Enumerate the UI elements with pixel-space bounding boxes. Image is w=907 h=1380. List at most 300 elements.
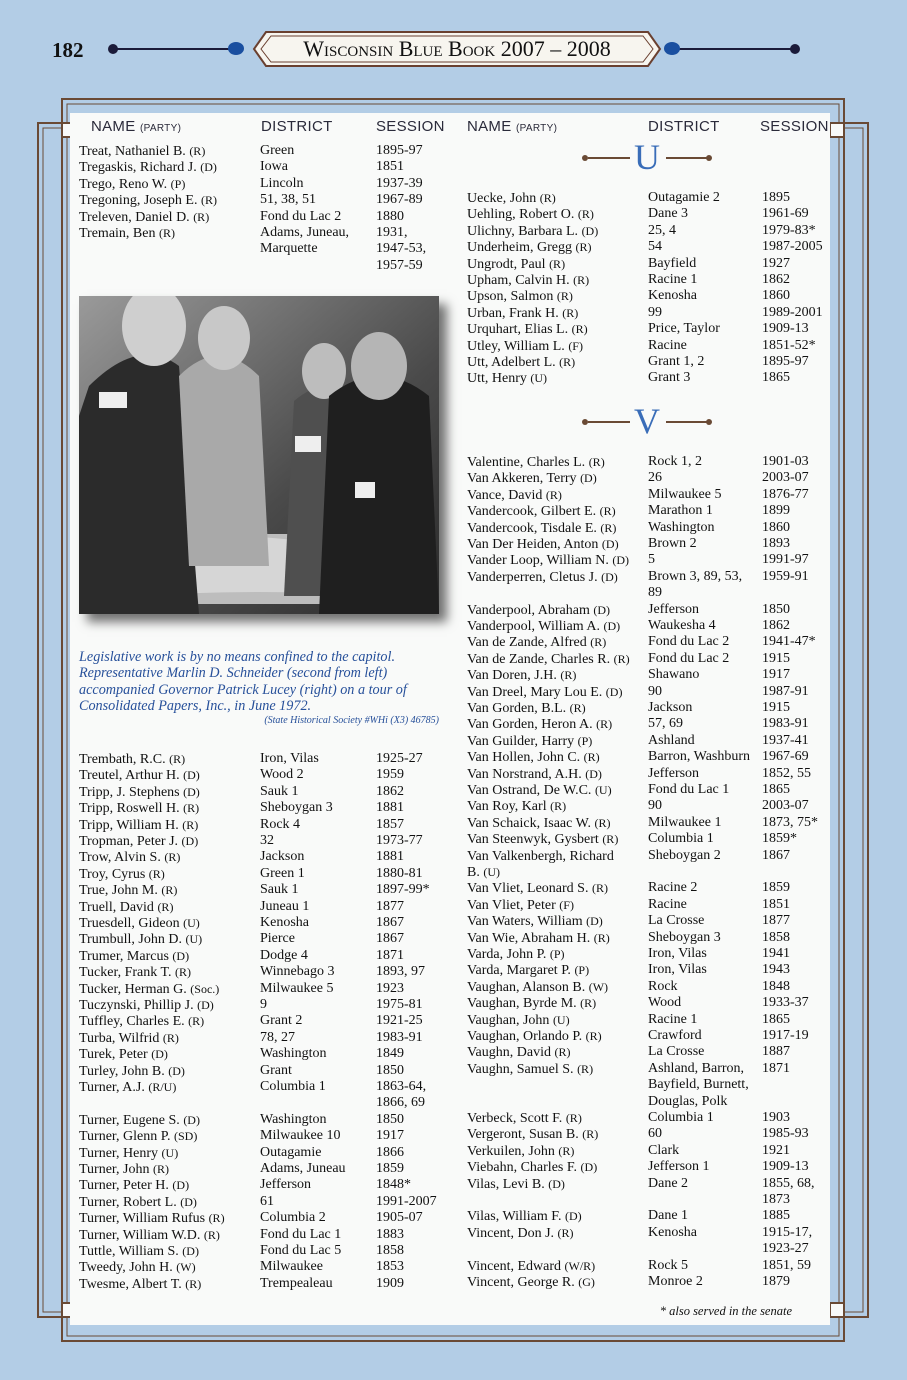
member-name-text: Treat, Nathaniel B. bbox=[79, 144, 186, 159]
member-district: La Crosse bbox=[648, 1044, 705, 1060]
table-row bbox=[467, 288, 842, 304]
member-session: 1880 bbox=[376, 208, 404, 224]
table-row bbox=[79, 192, 456, 208]
member-name bbox=[467, 979, 608, 996]
member-name bbox=[79, 915, 200, 932]
member-district: 60 bbox=[648, 1126, 662, 1142]
table-row bbox=[79, 1194, 456, 1210]
table-row bbox=[79, 931, 456, 947]
member-session: 1855, 68, bbox=[762, 1175, 815, 1191]
table-row bbox=[79, 899, 456, 915]
member-party: (R) bbox=[565, 1111, 582, 1125]
member-name-text: Van Steenwyk, Gysbert bbox=[467, 832, 599, 848]
table-row bbox=[467, 1143, 842, 1159]
member-name bbox=[467, 798, 566, 815]
member-party: (R) bbox=[188, 1014, 205, 1029]
member-party: (R) bbox=[602, 832, 619, 847]
member-district: Sheboygan 2 bbox=[648, 847, 721, 863]
member-name bbox=[467, 288, 573, 305]
member-party: (R) bbox=[157, 899, 174, 914]
member-party: (R) bbox=[189, 144, 206, 158]
member-session: 1881 bbox=[376, 800, 404, 816]
ornament-v-right bbox=[666, 421, 708, 423]
member-session: 1865 bbox=[762, 1011, 790, 1027]
member-district: Kenosha bbox=[648, 288, 697, 304]
member-name bbox=[79, 1112, 200, 1129]
member-name-text: Utt, Henry bbox=[467, 371, 527, 387]
member-session: 1871 bbox=[376, 947, 404, 963]
member-session: 1848 bbox=[762, 978, 790, 994]
member-party: (R) bbox=[573, 273, 590, 287]
member-district: Dane 1 bbox=[648, 1208, 689, 1224]
member-district: Washington bbox=[260, 1111, 327, 1127]
member-party: (U) bbox=[161, 1145, 179, 1160]
member-name-text: Tripp, J. Stephens bbox=[79, 784, 180, 800]
member-district: Brown 3, 89, 53, bbox=[648, 568, 743, 584]
member-district: Columbia 1 bbox=[648, 1110, 714, 1125]
member-name-text: Valentine, Charles L. bbox=[467, 455, 586, 470]
member-session: 1897-99* bbox=[376, 882, 430, 898]
member-name bbox=[467, 536, 619, 553]
member-name-text: Van Dreel, Mary Lou E. bbox=[467, 684, 603, 700]
left-name-header: NAME (PARTY) bbox=[91, 118, 182, 135]
member-session: 1923 bbox=[376, 980, 404, 996]
member-district: Marquette bbox=[260, 241, 318, 257]
photo-caption: Legislative work is by no means confined to the capitol. Representative Marlin D. Schneider (second from left) accompanied Governor Patrick Lucey (right) on a tour of Consolidated Papers, Inc., in June 1972. bbox=[79, 649, 407, 714]
table-row bbox=[467, 1176, 842, 1192]
member-name bbox=[79, 1194, 197, 1211]
member-session: 1987-2005 bbox=[762, 239, 823, 255]
member-session: 1877 bbox=[762, 913, 790, 929]
member-name bbox=[467, 634, 606, 651]
table-row bbox=[79, 849, 456, 865]
member-district: Fond du Lac 2 bbox=[648, 634, 730, 650]
member-party: (D) bbox=[586, 914, 603, 929]
table-row bbox=[79, 800, 456, 816]
member-session: 1917-19 bbox=[762, 1028, 809, 1043]
member-name bbox=[467, 618, 620, 635]
table-row bbox=[79, 767, 456, 783]
member-name bbox=[467, 700, 586, 717]
member-name-text: Turner, Henry bbox=[79, 1145, 159, 1161]
member-party: (R) bbox=[169, 752, 186, 766]
member-district: Green bbox=[260, 143, 295, 158]
member-district: Outagamie bbox=[260, 1144, 322, 1160]
member-district: Kenosha bbox=[260, 915, 309, 930]
member-name bbox=[79, 866, 165, 883]
table-row bbox=[467, 716, 842, 732]
table-row bbox=[467, 684, 842, 700]
member-name bbox=[467, 766, 602, 783]
member-party: (R) bbox=[161, 883, 178, 898]
member-party: (D) bbox=[182, 1244, 199, 1258]
table-row bbox=[467, 321, 842, 337]
member-name-text: Treutel, Arthur H. bbox=[79, 768, 180, 784]
member-name-text: Trumbull, John D. bbox=[79, 932, 182, 948]
member-district: Dane 3 bbox=[648, 206, 689, 222]
table-row bbox=[467, 897, 842, 913]
member-name bbox=[467, 569, 618, 586]
member-party: (D) bbox=[181, 834, 199, 848]
table-row bbox=[467, 536, 842, 552]
member-party: (P) bbox=[549, 947, 565, 961]
member-name-text: Turner, A.J. bbox=[79, 1080, 145, 1095]
member-name-text: Urban, Frank H. bbox=[467, 305, 559, 321]
table-row bbox=[79, 1013, 456, 1029]
member-name bbox=[467, 962, 589, 979]
member-name bbox=[79, 1145, 178, 1162]
member-name bbox=[79, 800, 199, 817]
table-row bbox=[79, 1210, 456, 1226]
member-name bbox=[467, 503, 616, 520]
member-district: Washington bbox=[260, 1046, 327, 1062]
table-row bbox=[79, 1259, 456, 1275]
table-row bbox=[467, 206, 842, 222]
member-district: Crawford bbox=[648, 1028, 702, 1043]
header-rule-left bbox=[112, 48, 240, 50]
member-session: 1879 bbox=[762, 1274, 790, 1289]
member-name bbox=[467, 487, 562, 504]
table-row bbox=[79, 1095, 456, 1111]
table-row bbox=[467, 1258, 842, 1274]
member-district: Douglas, Polk bbox=[648, 1093, 728, 1109]
member-district: Rock 5 bbox=[648, 1257, 689, 1273]
table-row bbox=[467, 848, 842, 864]
member-session: 1959-91 bbox=[762, 568, 809, 584]
member-name bbox=[467, 1028, 602, 1045]
table-row bbox=[467, 831, 842, 847]
table-row bbox=[79, 751, 456, 767]
member-district: 57, 69 bbox=[648, 716, 683, 732]
member-session: 1893 bbox=[762, 536, 790, 551]
member-district: Price, Taylor bbox=[648, 321, 720, 337]
member-district: Fond du Lac 2 bbox=[648, 650, 730, 666]
member-session: 1851 bbox=[376, 159, 404, 175]
member-party: (P) bbox=[577, 733, 593, 748]
member-district: Jefferson 1 bbox=[648, 1159, 710, 1175]
table-row bbox=[467, 338, 842, 354]
member-party: (D) bbox=[612, 553, 630, 568]
member-party: (D) bbox=[603, 619, 621, 633]
member-session: 1885 bbox=[762, 1208, 790, 1224]
member-name bbox=[79, 997, 214, 1014]
member-name-text: Van Norstrand, A.H. bbox=[467, 766, 582, 782]
member-party: (D) bbox=[585, 766, 602, 781]
member-party: (R) bbox=[580, 996, 597, 1011]
member-party: (R) bbox=[558, 1143, 575, 1158]
table-row bbox=[79, 1161, 456, 1177]
member-name bbox=[467, 733, 592, 750]
member-name-text: Vilas, Levi B. bbox=[467, 1176, 545, 1192]
member-name bbox=[79, 833, 198, 850]
member-party: (R) bbox=[569, 701, 586, 715]
member-party: (R) bbox=[585, 1029, 602, 1043]
table-row bbox=[79, 1177, 456, 1193]
table-row bbox=[467, 1208, 842, 1224]
member-party: (D) bbox=[197, 998, 214, 1012]
member-session: 1947-53, bbox=[376, 241, 427, 257]
table-row bbox=[467, 1126, 842, 1142]
table-row bbox=[467, 749, 842, 765]
member-name-text: Turner, William Rufus bbox=[79, 1211, 206, 1227]
member-name bbox=[467, 995, 596, 1012]
member-session: 1961-69 bbox=[762, 206, 809, 222]
member-district: Ashland bbox=[648, 732, 695, 748]
member-district: Jackson bbox=[648, 700, 693, 715]
section-letter-v: V bbox=[634, 401, 660, 441]
member-name-text: Van Ostrand, De W.C. bbox=[467, 783, 592, 798]
member-name-text: Van Der Heiden, Anton bbox=[467, 537, 599, 552]
member-session: 1860 bbox=[762, 519, 790, 535]
table-row bbox=[467, 864, 842, 880]
member-name-text: Van Gorden, B.L. bbox=[467, 701, 567, 716]
member-name bbox=[467, 1208, 582, 1225]
table-row bbox=[467, 962, 842, 978]
table-row bbox=[467, 766, 842, 782]
member-session: 1941-47* bbox=[762, 634, 816, 650]
member-party: (R/U) bbox=[148, 1080, 177, 1094]
member-district: 51, 38, 51 bbox=[260, 192, 316, 208]
member-name-text: Vaughan, Byrde M. bbox=[467, 996, 577, 1012]
table-row bbox=[79, 1079, 456, 1095]
member-district: Iowa bbox=[260, 159, 288, 175]
member-name bbox=[467, 782, 612, 799]
table-row bbox=[79, 225, 456, 241]
member-district: Iron, Vilas bbox=[648, 962, 707, 978]
table-row bbox=[467, 946, 842, 962]
table-row bbox=[79, 997, 456, 1013]
member-name bbox=[79, 1161, 169, 1178]
table-row bbox=[79, 1276, 456, 1292]
member-session: 1850 bbox=[762, 601, 790, 617]
member-district: Racine 2 bbox=[648, 880, 698, 896]
member-district: Fond du Lac 1 bbox=[260, 1226, 342, 1242]
member-name-text: Uehling, Robert O. bbox=[467, 207, 575, 223]
member-district: 32 bbox=[260, 833, 274, 848]
left-session-header: SESSION bbox=[376, 118, 445, 135]
member-party: (R) bbox=[153, 1162, 169, 1176]
member-name bbox=[467, 1044, 571, 1061]
member-district: Wood bbox=[648, 995, 682, 1011]
member-district: Dodge 4 bbox=[260, 947, 308, 963]
member-party: (F) bbox=[568, 338, 583, 353]
member-session: 1915-17, bbox=[762, 1224, 813, 1240]
member-district: 9 bbox=[260, 997, 267, 1012]
member-party: (U) bbox=[530, 371, 548, 386]
table-row bbox=[79, 882, 456, 898]
table-row bbox=[467, 667, 842, 683]
table-row bbox=[467, 552, 842, 568]
member-party: (D) bbox=[548, 1176, 565, 1191]
member-district: Shawano bbox=[648, 667, 700, 683]
member-party: (R) bbox=[185, 1276, 202, 1291]
member-district: Wood 2 bbox=[260, 767, 304, 783]
member-district: Green 1 bbox=[260, 865, 305, 881]
member-session: 1905-07 bbox=[376, 1210, 423, 1226]
table-row bbox=[467, 305, 842, 321]
table-row bbox=[79, 1046, 456, 1062]
member-name-text: Vaughan, John bbox=[467, 1012, 550, 1028]
member-name-text: Vaughn, David bbox=[467, 1045, 551, 1061]
member-name-text: Trego, Reno W. bbox=[79, 176, 168, 192]
member-name bbox=[79, 1128, 197, 1145]
member-name-text: Van Roy, Karl bbox=[467, 799, 547, 815]
member-name bbox=[467, 930, 610, 947]
member-name bbox=[79, 817, 198, 834]
member-district: Grant 2 bbox=[260, 1013, 303, 1029]
member-party: (R) bbox=[175, 965, 192, 980]
member-district: 90 bbox=[648, 683, 662, 699]
member-district: Outagamie 2 bbox=[648, 190, 720, 205]
member-session: 1893, 97 bbox=[376, 964, 425, 980]
member-name bbox=[79, 1079, 176, 1096]
member-session: 1880-81 bbox=[376, 865, 423, 881]
table-row bbox=[79, 948, 456, 964]
member-name-text: Troy, Cyrus bbox=[79, 866, 146, 882]
photo-credit: (State Historical Society #WHi (X3) 46785) bbox=[264, 715, 439, 726]
member-name bbox=[467, 1126, 598, 1143]
member-party: (R) bbox=[575, 240, 592, 255]
member-party: (R) bbox=[162, 1030, 179, 1045]
member-name-text: Utt, Adelbert L. bbox=[467, 355, 556, 370]
member-party: (D) bbox=[183, 784, 200, 799]
table-row bbox=[467, 1012, 842, 1028]
member-name bbox=[467, 321, 588, 338]
member-name-text: Verkuilen, John bbox=[467, 1143, 555, 1159]
member-party: (W) bbox=[588, 979, 609, 994]
member-district: Ashland, Barron, bbox=[648, 1060, 745, 1076]
member-name-text: Vandercook, Gilbert E. bbox=[467, 504, 597, 520]
table-row bbox=[467, 880, 842, 896]
member-session: 1895-97 bbox=[762, 354, 809, 369]
member-district: 89 bbox=[648, 585, 662, 601]
member-party: (D) bbox=[151, 1047, 168, 1062]
member-session: 1921-25 bbox=[376, 1013, 423, 1029]
member-name-text: Vanderpool, Abraham bbox=[467, 602, 590, 618]
member-party: (R) bbox=[582, 1127, 599, 1142]
member-party: (D) bbox=[172, 1178, 190, 1193]
table-row bbox=[79, 1243, 456, 1259]
table-row bbox=[467, 995, 842, 1011]
member-session: 1865 bbox=[762, 782, 790, 797]
member-session: 1848* bbox=[376, 1177, 411, 1193]
member-session: 1941 bbox=[762, 946, 790, 961]
member-name-text: Ungrodt, Paul bbox=[467, 256, 546, 272]
member-name-text: Van de Zande, Charles R. bbox=[467, 651, 611, 667]
table-row bbox=[467, 1077, 842, 1093]
member-session: 1858 bbox=[762, 929, 790, 945]
member-district: 5 bbox=[648, 552, 655, 568]
table-row bbox=[467, 1044, 842, 1060]
member-name-text: Van Wie, Abraham H. bbox=[467, 930, 591, 946]
member-name-text: Vander Loop, William N. bbox=[467, 553, 609, 569]
member-name-text: Van Doren, J.H. bbox=[467, 668, 557, 684]
member-party: (R) bbox=[201, 193, 217, 208]
member-session: 1959 bbox=[376, 767, 404, 783]
member-name-text: Tuczynski, Phillip J. bbox=[79, 998, 194, 1013]
member-district: Bayfield, Burnett, bbox=[648, 1077, 749, 1093]
member-name bbox=[79, 849, 180, 866]
member-party: (R) bbox=[554, 1045, 571, 1060]
member-session: 2003-07 bbox=[762, 470, 809, 486]
member-party: (R) bbox=[593, 930, 610, 945]
member-session: 1957-59 bbox=[376, 257, 423, 273]
member-name-text: Tripp, William H. bbox=[79, 817, 179, 833]
member-name-text: Verbeck, Scott F. bbox=[467, 1111, 563, 1126]
member-district: Lincoln bbox=[260, 175, 304, 191]
member-name bbox=[467, 354, 575, 371]
member-district: Racine bbox=[648, 896, 687, 912]
member-name-text: Tuffley, Charles E. bbox=[79, 1014, 185, 1030]
member-name bbox=[79, 1227, 220, 1244]
member-session: 1857 bbox=[376, 816, 404, 832]
photo-scene bbox=[79, 296, 439, 614]
table-row bbox=[467, 930, 842, 946]
member-party: (R) bbox=[183, 801, 200, 816]
member-name bbox=[467, 946, 565, 963]
member-name bbox=[467, 206, 594, 223]
member-district: 99 bbox=[648, 304, 662, 320]
member-name bbox=[79, 1030, 179, 1047]
table-row bbox=[79, 159, 456, 175]
table-row bbox=[467, 272, 842, 288]
member-party: (R) bbox=[562, 305, 579, 320]
member-district: Rock 1, 2 bbox=[648, 454, 703, 469]
member-name-text: Vaughan, Orlando P. bbox=[467, 1029, 583, 1044]
member-district: Iron, Vilas bbox=[260, 751, 319, 766]
member-session: 1887 bbox=[762, 1044, 790, 1060]
member-name bbox=[467, 223, 598, 240]
header-oval-right bbox=[664, 42, 680, 55]
ornament-dot bbox=[706, 419, 712, 425]
member-name bbox=[467, 848, 614, 865]
member-party: (G) bbox=[578, 1275, 595, 1289]
member-name-text: Van Vliet, Peter bbox=[467, 897, 556, 913]
member-name-text: Vandercook, Tisdale E. bbox=[467, 520, 597, 536]
member-name-text: Turner, Glenn P. bbox=[79, 1129, 171, 1145]
member-name-text: Vaughan, Alanson B. bbox=[467, 979, 586, 995]
table-row bbox=[467, 1225, 842, 1241]
member-name-text: Tremain, Ben bbox=[79, 226, 156, 241]
member-session: 1937-39 bbox=[376, 175, 423, 191]
member-session: 1931, bbox=[376, 225, 408, 240]
table-row bbox=[467, 354, 842, 370]
member-session: 1850 bbox=[376, 1062, 404, 1078]
member-name-text: Varda, Margaret P. bbox=[467, 963, 571, 979]
header-title-frame bbox=[252, 30, 662, 68]
table-row bbox=[467, 370, 842, 386]
member-name-text: Turley, John B. bbox=[79, 1063, 165, 1079]
table-row bbox=[467, 1192, 842, 1208]
member-party: (U) bbox=[183, 916, 200, 930]
member-party: (D) bbox=[581, 223, 599, 238]
member-session: 1933-37 bbox=[762, 995, 809, 1011]
member-session: 1851, 59 bbox=[762, 1257, 811, 1273]
member-session: 1921 bbox=[762, 1142, 790, 1158]
member-party: (R) bbox=[571, 322, 588, 337]
member-session: 1860 bbox=[762, 288, 790, 304]
member-session: 1867 bbox=[762, 847, 790, 863]
member-session: 1973-77 bbox=[376, 833, 423, 848]
member-name bbox=[467, 370, 547, 387]
table-row bbox=[467, 634, 842, 650]
member-name bbox=[467, 239, 591, 256]
member-party: (D) bbox=[601, 537, 619, 551]
table-row bbox=[467, 913, 842, 929]
member-name bbox=[79, 176, 185, 193]
table-row bbox=[467, 190, 842, 206]
member-name bbox=[467, 1110, 582, 1127]
